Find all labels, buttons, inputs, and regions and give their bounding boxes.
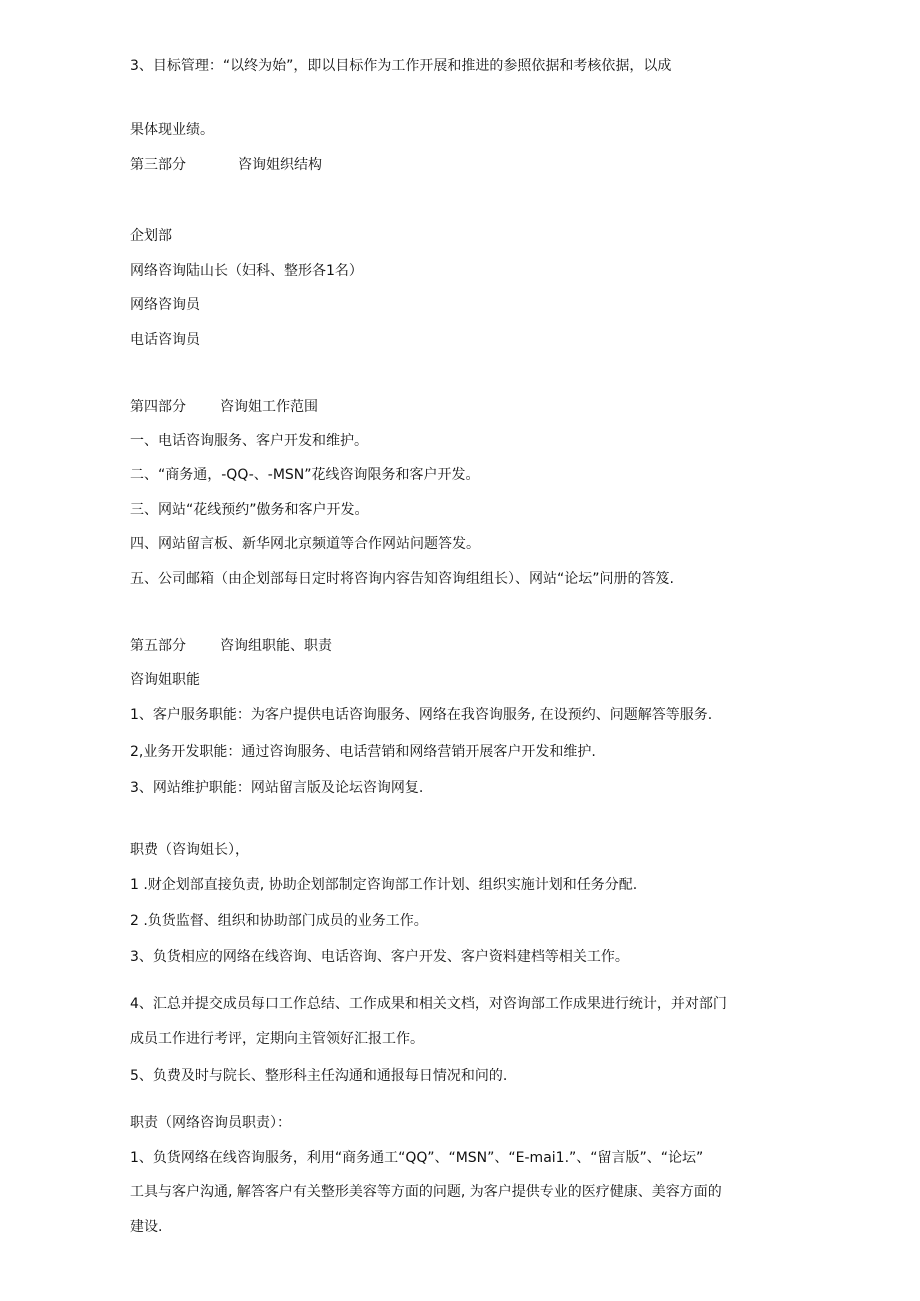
org-item-phone-consultant: 电话咨询员 xyxy=(130,332,200,348)
org-item-planning: 企划部 xyxy=(130,228,172,244)
lead-duty-2: 2 .负货监督、组织和协助部门成员的业务工作。 xyxy=(130,913,428,929)
network-duty-1-cont: 工具与客户沟通, 解答客户有关整形美容等方面的问题, 为客户提供专业的医疗健康、美容方面的 xyxy=(130,1184,722,1200)
subheading-network-duties: 职责（网络咨询员职责）： xyxy=(130,1115,291,1131)
scope-item-5: 五、公司邮箱（由企划部每日定时将咨询内容告知咨询组组长）、网站“论坛”问册的答笈. xyxy=(130,571,674,587)
org-item-network-consultant: 网络咨询员 xyxy=(130,297,200,313)
org-item-network-lead: 网络咨询陆山长（妇科、整形各1名） xyxy=(130,263,363,279)
scope-item-1: 一、电话咨询服务、客户开发和维护。 xyxy=(130,433,368,449)
section-4-number: 第四部分 xyxy=(130,399,186,415)
lead-duty-4-cont: 成员工作进行考评，定期向主管领好汇报工作。 xyxy=(130,1031,424,1047)
lead-duty-5: 5、负费及时与院长、整形科主任沟通和通报每日情况和问的. xyxy=(130,1068,508,1084)
paragraph-goal-management-cont: 果体现业绩。 xyxy=(130,122,214,138)
network-duty-1: 1、负货网络在线咨询服务，利用“商务通工“QQ”、“MSN”、“E-mai1.”、“留言版”、“论坛” xyxy=(130,1150,704,1166)
section-3-heading xyxy=(130,156,322,174)
lead-duty-1: 1 .财企划部直接负责, 协助企划部制定咨询部工作计划、组织实施计划和任务分配. xyxy=(130,877,638,893)
section-5-number: 第五部分 xyxy=(130,638,186,654)
section-5-heading xyxy=(130,637,332,655)
lead-duty-4: 4、汇总并提交成员每口工作总结、工作成果和相关文档，对咨询部工作成果进行统计，并对部门 xyxy=(130,996,727,1012)
section-4-heading xyxy=(130,398,318,416)
section-5-title: 咨询组职能、职责 xyxy=(220,638,332,654)
scope-item-4: 四、网站留言板、新华网北京频道等合作网站问题答发。 xyxy=(130,536,480,552)
function-item-3: 3、网站维护职能：网站留言版及论坛咨询网复. xyxy=(130,780,424,796)
section-3-number: 第三部分 xyxy=(130,157,186,173)
subheading-lead-duties: 职费（咨询姐长）， xyxy=(130,842,249,858)
scope-item-3: 三、网站“花线预约”傲务和客户开发。 xyxy=(130,502,369,518)
section-4-title: 咨询姐工作范围 xyxy=(220,399,318,415)
function-item-2: 2,业务开发职能：通过咨询服务、电话营销和网络营销开展客户开发和维护. xyxy=(130,744,596,760)
paragraph-goal-management: 3、目标管理：“以终为始”，即以目标作为工作开展和推进的参照依据和考核依据，以成 xyxy=(130,58,672,74)
lead-duty-3: 3、负货相应的网络在线咨询、电话咨询、客户开发、客户资料建档等相关工作。 xyxy=(130,949,629,965)
section-3-title: 咨询姐织结构 xyxy=(238,157,322,173)
function-item-1: 1、客户服务职能：为客户提供电话咨询服务、网络在我咨询服务, 在设预约、问题解答等服务. xyxy=(130,707,713,723)
network-duty-1-end: 建设. xyxy=(130,1219,163,1235)
subheading-functions: 咨询姐职能 xyxy=(130,672,200,688)
scope-item-2: 二、“商务通，-QQ-、-MSN”花线咨询限务和客户开发。 xyxy=(130,467,480,483)
